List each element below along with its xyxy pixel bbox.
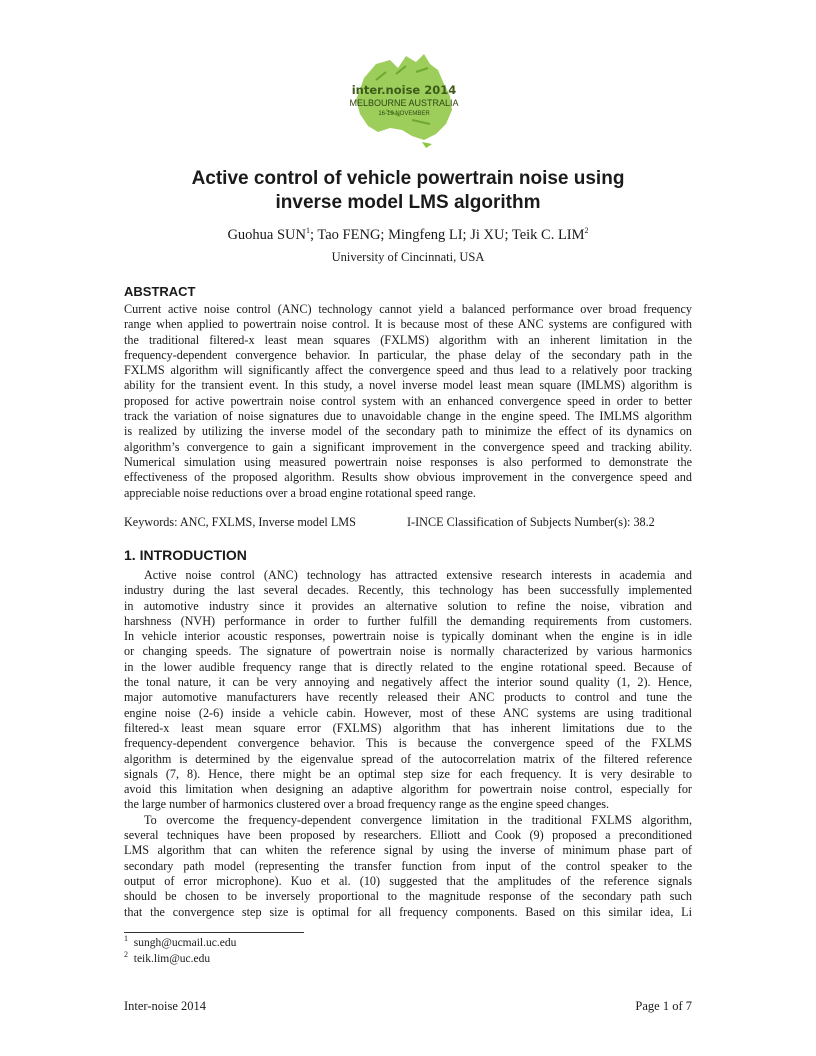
abstract-body xyxy=(124,302,692,501)
intro-line: algorithm is determined by the eigenvalue spread of the autocorrelation matrix of the filtered reference xyxy=(124,751,692,766)
other-authors: ; Tao FENG; Mingfeng LI; Ji XU; Teik C. LIM xyxy=(310,227,585,243)
paper-title xyxy=(120,167,696,215)
abstract-line: FXLMS algorithm will significantly affect the convergence speed and thus lead to a relatively poor tracking xyxy=(124,363,692,378)
intro-line: in automotive industry since it provides an alternative solution to refine the noise, vibration and xyxy=(124,598,692,613)
footnote-email[interactable]: sungh@ucmail.uc.edu xyxy=(133,937,237,949)
abstract-line: range when applied to powertrain noise control. It is because most of these ANC systems are configured with xyxy=(124,317,692,332)
title-line-1: Active control of vehicle powertrain noise using xyxy=(191,168,625,189)
intro-line: the tonal nature, it can be very annoying and negatively affect the interior sound quality (1, 2). Hence, xyxy=(124,675,692,690)
abstract-line: effectiveness of the proposed algorithm. Results show obvious improvement in the convergence speed and xyxy=(124,470,692,485)
footnote-email[interactable]: teik.lim@uc.edu xyxy=(133,953,211,965)
intro-line: frequency-dependent convergence behavior. This is because the convergence speed of the FXLMS xyxy=(124,736,692,751)
title-line-2: inverse model LMS algorithm xyxy=(275,192,541,213)
abstract-line: appreciable noise reductions over a broad engine rotational speed range. xyxy=(124,485,476,500)
section-heading-introduction: 1. INTRODUCTION xyxy=(124,547,247,563)
intro-line: avoid this limitation when designing an adaptive algorithm for powertrain noise control, especially for xyxy=(124,782,692,797)
abstract-heading: ABSTRACT xyxy=(124,284,196,299)
intro-line: major automotive manufacturers have recently released their ANC products to control and tune the xyxy=(124,690,692,705)
author-list xyxy=(120,227,696,244)
abstract-line: Numerical simulation using measured powertrain noise responses is also performed to demonstrate the xyxy=(124,454,692,469)
intro-line: in the lower audible frequency range that is directly related to the engine rotational speed. Because of xyxy=(124,659,692,674)
intro-line: To overcome the frequency-dependent convergence limitation in the traditional FXLMS algorithm, xyxy=(144,812,692,827)
intro-line: several techniques have been proposed by researchers. Elliott and Cook (9) proposed a preconditioned xyxy=(124,828,692,843)
intro-line: filtered-x least mean square error (FXLMS) algorithm that has inherent limitations due to the xyxy=(124,720,692,735)
intro-line: industry during the last several decades. Recently, this technology has been successfully implemented xyxy=(124,583,692,598)
author-1-footnote-mark: 1 xyxy=(306,226,310,236)
abstract-line: Current active noise control (ANC) technology cannot yield a balanced performance over broad frequency xyxy=(124,302,692,316)
author-1: Guohua SUN xyxy=(227,227,306,243)
intro-line: should be chosen to be inversely proportional to the magnitude response of the secondary path such xyxy=(124,889,692,904)
footer-page-number: Page 1 of 7 xyxy=(635,999,692,1013)
abstract-line: ability for the transient event. In this study, a novel inverse model least mean square (IMLMS) algorithm is xyxy=(124,378,692,393)
footnote-mark: 2 xyxy=(124,950,128,960)
intro-line: output of error microphone). Kuo et al. (10) suggested that the amplitudes of the reference signals xyxy=(124,873,692,888)
logo-line1: inter.noise 2014 xyxy=(351,83,457,97)
abstract-line: proposed for active powertrain noise control system with an enhanced convergence speed in order to better xyxy=(124,393,692,408)
footnote-1 xyxy=(124,934,237,949)
intro-line: harshness (NVH) performance in order to further fulfill the demanding requirements from customers. xyxy=(124,613,692,628)
abstract-line: algorithm’s convergence to gain a significant improvement in the convergence speed and tracking ability. xyxy=(124,439,692,454)
abstract-line: track the variation of noise signatures due to unavoidable change in the engine speed. The IMLMS algorithm xyxy=(124,409,692,424)
intro-line: the large number of harmonics clustered over a broad frequency range as the engine speed changes. xyxy=(124,797,610,812)
intro-line: Active noise control (ANC) technology has attracted extensive research interests in academia and xyxy=(144,568,692,582)
intro-line: or changing speeds. The signature of powertrain noise is normally characterized by various harmonics xyxy=(124,644,692,659)
footnote-divider xyxy=(124,932,304,933)
abstract-line: frequency-dependent convergence behavior. In particular, the phase delay of the secondary path in the xyxy=(124,347,692,362)
intro-line: that the convergence step size is optimal for all frequency components. Based on this similar idea, Li xyxy=(124,904,692,919)
footnote-2 xyxy=(124,950,211,965)
footnote-mark: 1 xyxy=(124,934,128,944)
intro-line: In vehicle interior acoustic responses, powertrain noise is typically dominant when the engine is in idle xyxy=(124,629,692,644)
classification: I-INCE Classification of Subjects Number(s): 38.2 xyxy=(407,515,655,529)
intro-line: LMS algorithm that can whiten the reference signal by using the inverse of minimum phase part of xyxy=(124,843,692,858)
logo-line3: 16-19 NOVEMBER xyxy=(378,111,430,117)
intro-line: secondary path model (representing the transfer function from input of the control speaker to the xyxy=(124,858,692,873)
intro-line: engine noise (2-6) inside a vehicle cabin. However, most of these ANC systems are using traditional xyxy=(124,705,692,720)
intro-line: signals (7, 8). Hence, there might be an optimal step size for each frequency. It is very desirable to xyxy=(124,766,692,781)
author-5-footnote-mark: 2 xyxy=(584,226,589,236)
keywords: Keywords: ANC, FXLMS, Inverse model LMS xyxy=(124,515,356,529)
abstract-line: the traditional filtered-x least mean squares (FXLMS) algorithm with an inherent limitation in the xyxy=(124,332,692,347)
logo-line2: MELBOURNE AUSTRALIA xyxy=(349,98,459,108)
footer-conference: Inter-noise 2014 xyxy=(124,999,207,1013)
affiliation: University of Cincinnati, USA xyxy=(331,250,485,264)
conference-logo xyxy=(346,50,462,150)
introduction-body xyxy=(124,568,692,920)
abstract-line: is realized by utilizing the inverse model of the secondary path to minimize the effect of its dynamics on xyxy=(124,424,692,439)
